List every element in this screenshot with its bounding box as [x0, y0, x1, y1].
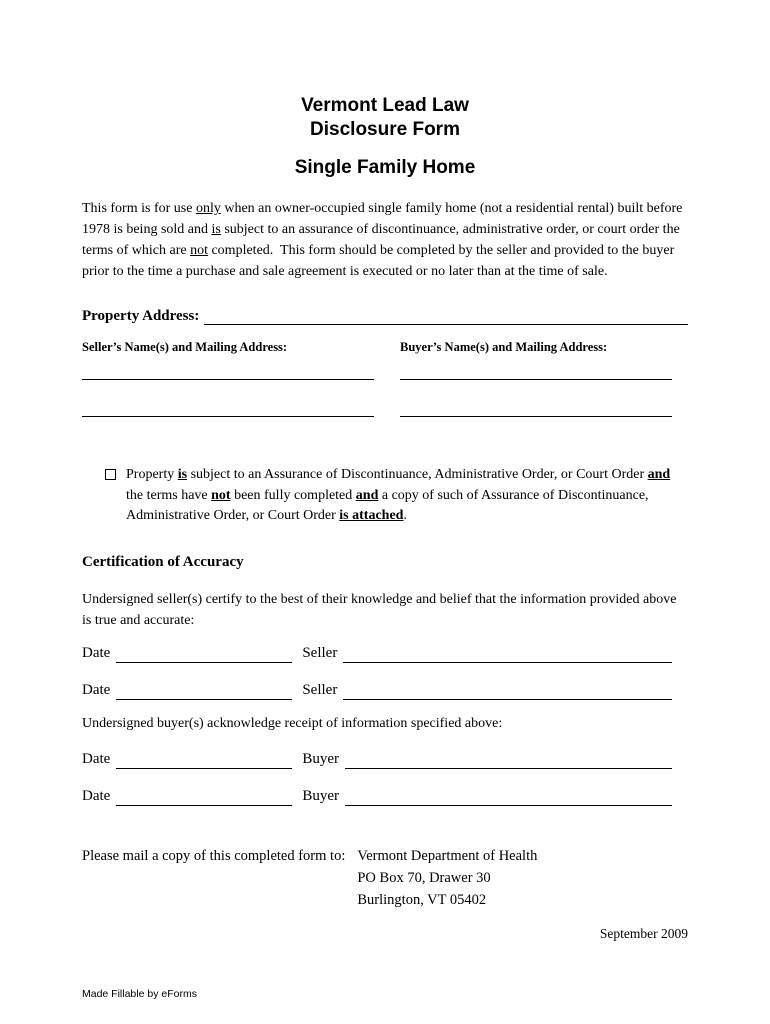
clause-segment: been fully completed: [230, 487, 356, 503]
buyer-label: Buyer: [302, 787, 339, 804]
seller-address-field-2[interactable]: [82, 380, 374, 417]
seller-address-field-1[interactable]: [82, 355, 374, 380]
date-label: Date: [82, 787, 111, 804]
assurance-clause-text: [126, 465, 688, 527]
seller-heading: Seller’s Name(s) and Mailing Address:: [82, 340, 288, 354]
revision-date-stamp: September 2009: [599, 925, 688, 941]
property-address-field[interactable]: [204, 309, 688, 325]
buyer-address-field-1[interactable]: [400, 355, 672, 380]
clause-segment: a copy of such of Assurance of Discontinuance, Administrative Order, or Court Order: [126, 487, 652, 523]
seller-signature-field-2[interactable]: [343, 684, 672, 700]
buyer-signature-field-1[interactable]: [345, 753, 672, 769]
seller-column: [82, 339, 374, 417]
seller-date-field-1[interactable]: [116, 647, 292, 663]
mailing-address-line: Burlington, VT 05402: [357, 891, 487, 908]
buyer-column: [400, 339, 672, 417]
clause-segment: Property: [126, 467, 178, 482]
mailing-address-line: Vermont Department of Health: [357, 847, 538, 864]
intro-segment-underlined: is: [211, 222, 221, 237]
mailing-address: [357, 845, 537, 911]
mailing-block: [82, 845, 688, 911]
certification-heading: Certification of Accuracy: [82, 553, 244, 570]
clause-segment: subject to an Assurance of Discontinuance, Administrative Order, or Court Order: [187, 467, 648, 482]
intro-segment: subject to an assurance of discontinuance, administrative order, or court order the terms of which are: [82, 222, 684, 258]
parties-section: [82, 339, 688, 417]
seller-date-field-2[interactable]: [116, 684, 292, 700]
property-address-row: [82, 305, 688, 325]
seller-signature-row-1: [82, 639, 688, 663]
clause-segment-bold-underlined: is: [177, 467, 188, 482]
clause-segment-bold-underlined: not: [211, 487, 231, 503]
seller-signature-field-1[interactable]: [343, 647, 672, 663]
intro-segment: completed. This form should be completed by the seller and provided to the buyer prior to the time a purchase and sale agreement is executed or no later than at the time of sale.: [82, 243, 678, 279]
clause-segment: .: [403, 508, 407, 523]
clause-segment-bold-underlined: is attached: [339, 508, 404, 523]
buyer-heading: Buyer’s Name(s) and Mailing Address:: [400, 340, 608, 354]
seller-certification-text: Undersigned seller(s) certify to the best of their knowledge and belief that the information provided above is true and accurate:: [82, 591, 677, 628]
buyer-date-field-2[interactable]: [116, 790, 292, 806]
intro-segment-underlined: only: [195, 201, 221, 216]
date-label: Date: [82, 644, 111, 661]
buyer-signature-field-2[interactable]: [345, 790, 672, 806]
assurance-checkbox[interactable]: [105, 469, 116, 480]
date-label: Date: [82, 750, 111, 767]
clause-segment: the terms have: [126, 467, 674, 503]
date-label: Date: [82, 681, 111, 698]
clause-segment-bold-underlined: and: [647, 467, 671, 482]
intro-paragraph: [82, 198, 688, 282]
buyer-acknowledgment-text: Undersigned buyer(s) acknowledge receipt of information specified above:: [82, 715, 503, 731]
seller-label: Seller: [302, 681, 338, 698]
mailing-address-line: PO Box 70, Drawer 30: [357, 869, 491, 886]
intro-segment: when an owner-occupied single family home (not a residential rental) built before 1978 is being sold and: [82, 201, 686, 237]
buyer-date-field-1[interactable]: [116, 753, 292, 769]
seller-label: Seller: [302, 644, 338, 661]
buyer-signature-row-1: [82, 745, 688, 769]
intro-segment-underlined: not: [190, 243, 208, 258]
mailing-instruction: Please mail a copy of this completed form to:: [82, 847, 346, 864]
fillable-credit: Made Fillable by eForms: [82, 988, 197, 1000]
form-title-block: [82, 94, 688, 180]
form-title-line-1: Vermont Lead Law: [301, 95, 469, 116]
buyer-signature-row-2: [82, 782, 688, 806]
clause-segment-bold-underlined: and: [355, 487, 379, 503]
buyer-label: Buyer: [302, 750, 339, 767]
property-address-label: Property Address:: [82, 308, 200, 324]
intro-segment: This form is for use: [82, 201, 196, 216]
assurance-clause: [105, 465, 688, 527]
form-title-line-2: Disclosure Form: [310, 119, 460, 140]
buyer-address-field-2[interactable]: [400, 380, 672, 417]
seller-signature-row-2: [82, 676, 688, 700]
form-subtitle: Single Family Home: [294, 157, 476, 178]
